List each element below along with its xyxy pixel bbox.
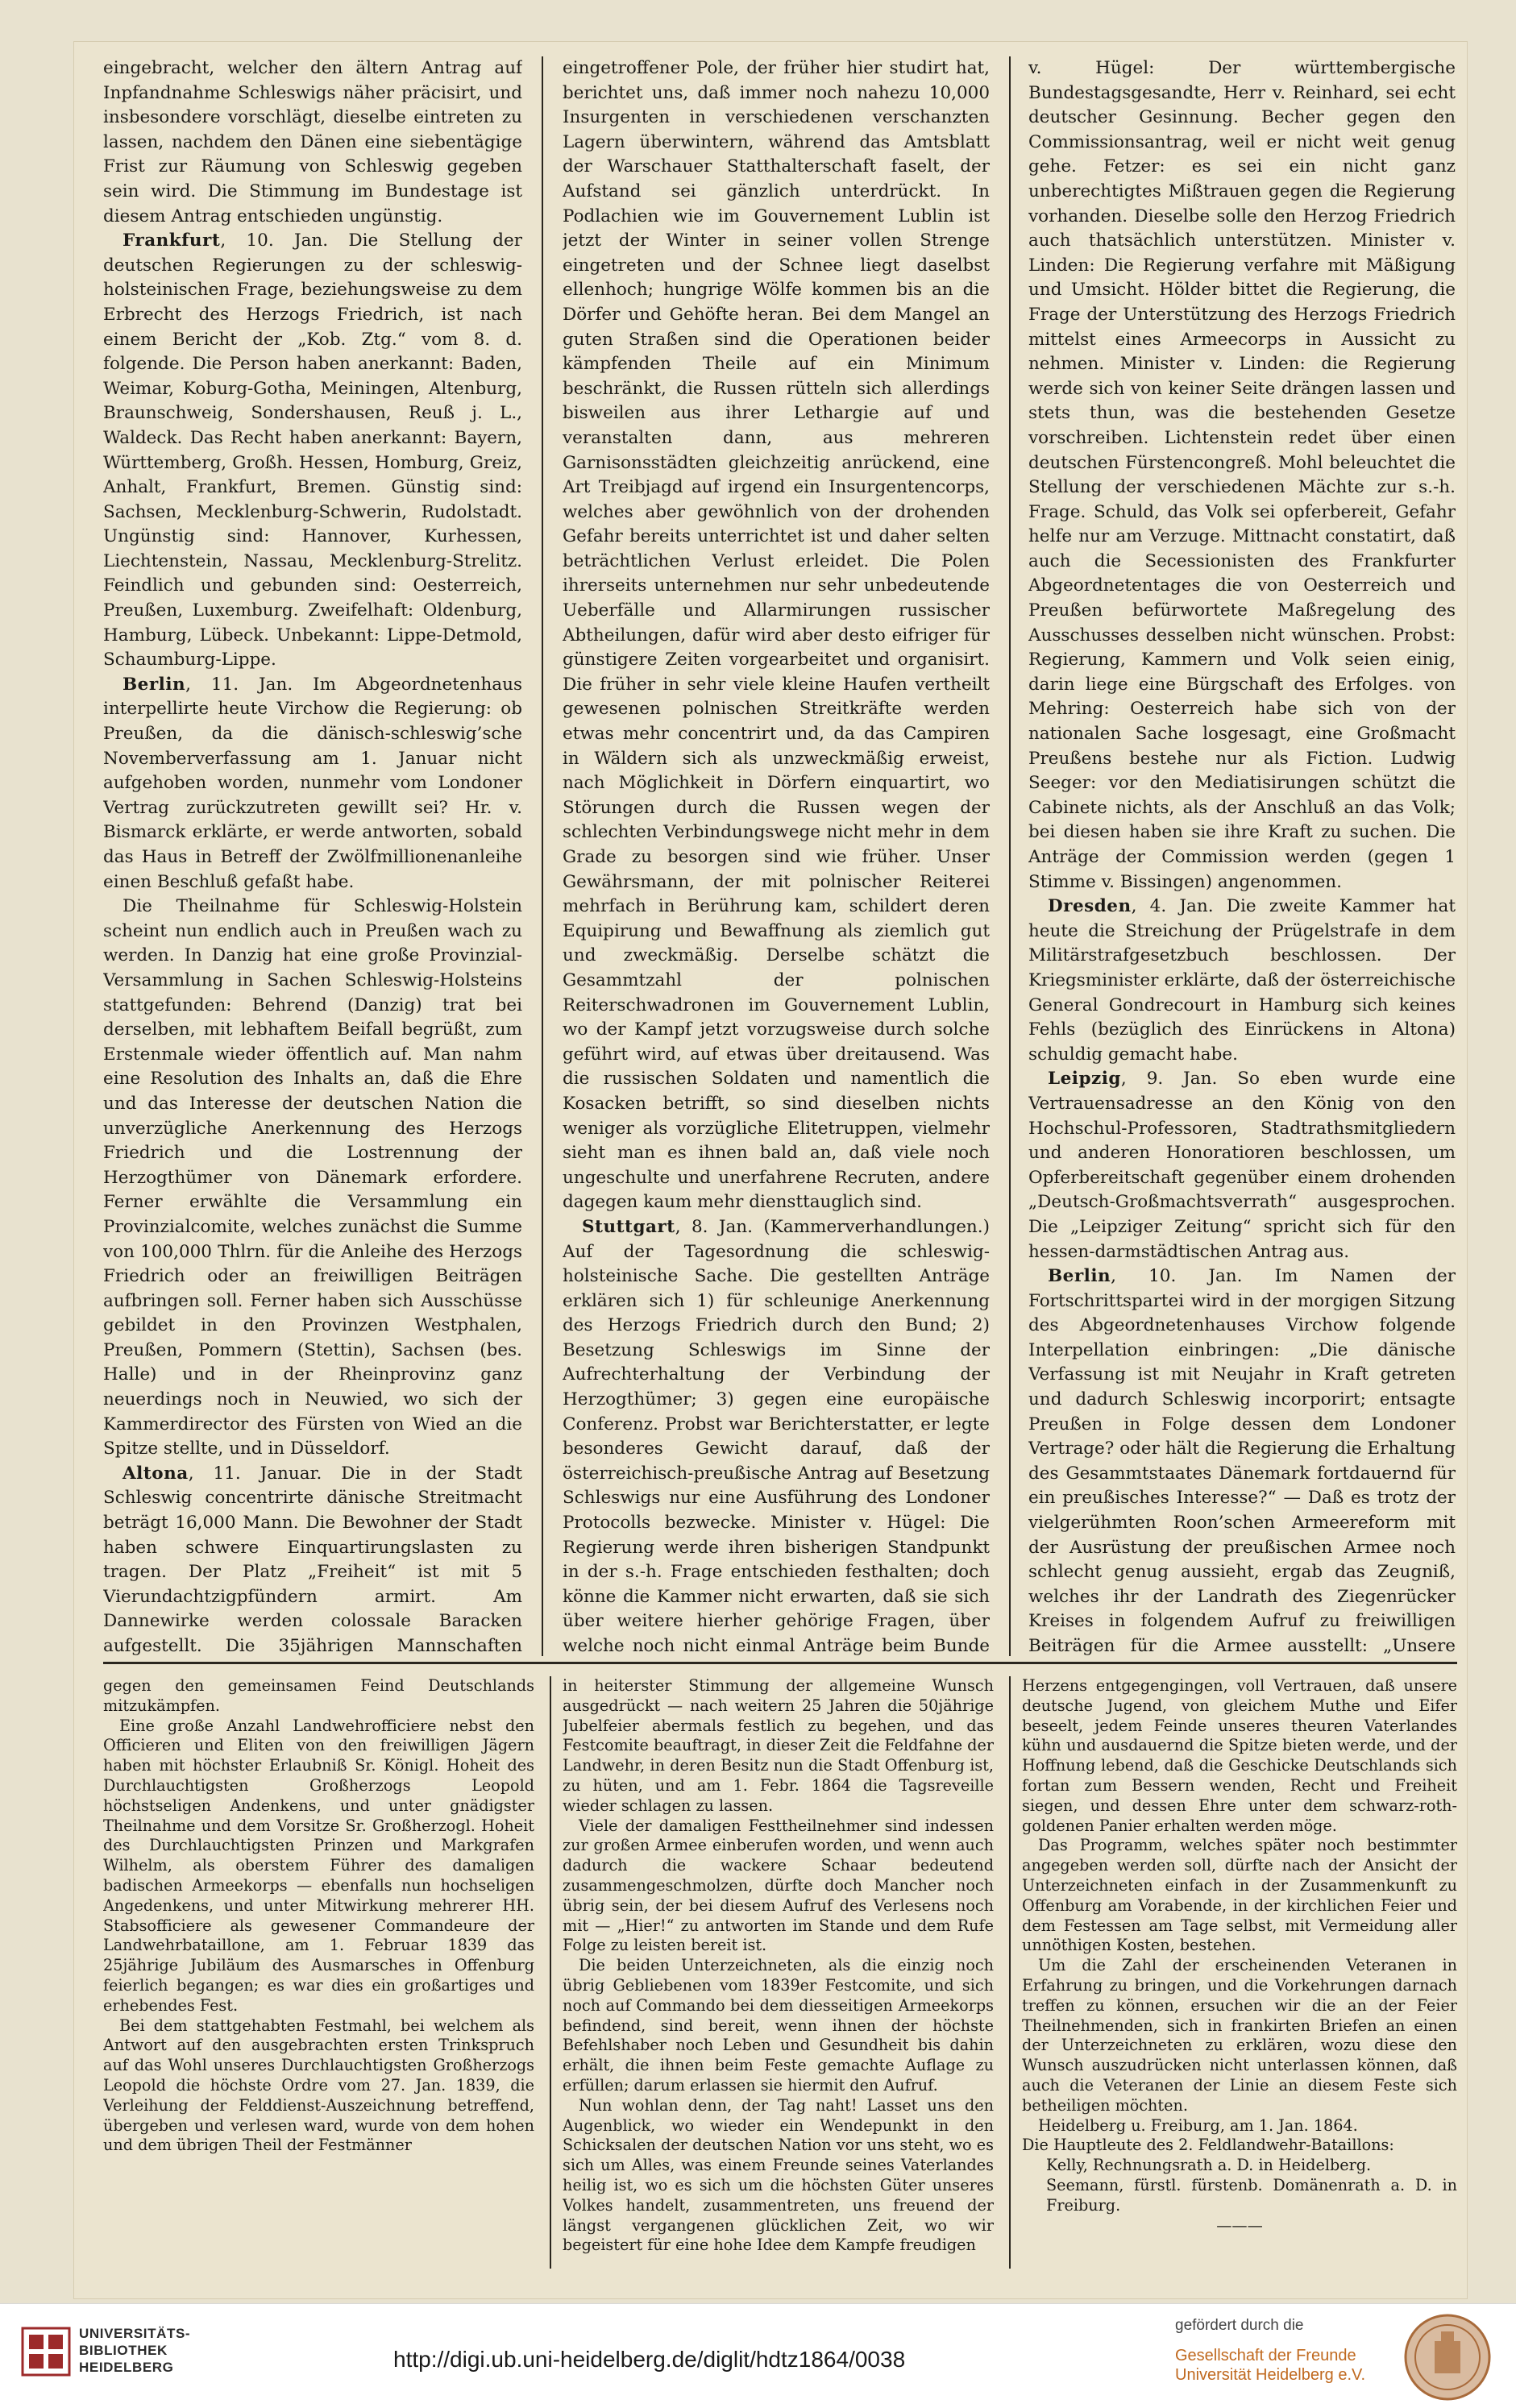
supplement-column-1 <box>103 1676 534 2269</box>
sponsor-name-line: Gesellschaft der Freunde <box>1175 2347 1356 2364</box>
paragraph-text: , 11. Jan. Im Abgeordnetenhaus interpellirte heute Virchow die Regierung: ob Preußen, da die dänisch-schleswig’sche Novemberverfassung am 1. Januar nicht aufgehoben worden, nunmehr vom Londoner Vertrag zurückzutreten gewillt sei? Hr. v. Bismarck erklärte, er werde antworten, sobald das Haus in Betreff der Zwölfmillionenanleihe einen Beschluß gefaßt habe. <box>103 674 522 892</box>
article-paragraph <box>1022 2116 1457 2136</box>
paragraph-text: Herzens entgegengingen, voll Vertrauen, daß unsere deutsche Jugend, von gleichem Muthe und Eifer beseelt, jedem Feinde unseres theuren Vaterlandes kühn und ausdauernd die Spitze bieten werde, und der Hoffnung lebend, daß die Geschicke Deutschlands sich fortan zum Bessern wenden, Recht und Freiheit siegen, und dessen Ehre unter dem schwarz-roth-goldenen Panier erhalten werden möge. <box>1022 1676 1457 1835</box>
dateline: Leipzig <box>1048 1069 1121 1090</box>
viewer-footer <box>0 2303 1516 2408</box>
dateline: Dresden <box>1048 896 1132 917</box>
column-rule <box>550 1676 551 2269</box>
article-paragraph <box>563 56 990 1215</box>
article-paragraph <box>563 2096 994 2256</box>
paragraph-text: Eine große Anzahl Landwehrofficiere nebst den Officieren und Eliten von den freiwilligen Jägern haben mit höchster Erlaubniß Sr. Königl. Hoheit des Durchlauchtigsten Großherzogs Leopold höchstseligen Andenkens, und unter gnädigster Theilnahme und dem Vorsitze Sr. Großherzogl. Hoheit des Durchlauchtigsten Prinzen und Markgrafen Wilhelm, als oberstem Führer des damaligen badischen Armeekorps — ebenfalls nun hochseligen Angedenkens, und unter Mitwirkung mehrerer HH. Stabsofficiere als gewesener Commandeure der Landwehrbataillone, am 1. Februar 1839 das 25jährige Jubiläum des Ausmarsches in Offenburg feierlich begangen; es war dies ein großartiges und erhebendes Fest. <box>103 1716 534 2015</box>
article-paragraph <box>1028 1067 1456 1264</box>
article-paragraph <box>563 1956 994 2096</box>
paragraph-text: gegen den gemeinsamen Feind Deutschlands mitzukämpfen. <box>103 1676 534 1715</box>
article-paragraph <box>103 229 522 673</box>
dateline: Stuttgart <box>582 1216 675 1237</box>
paragraph-text: eingetroffener Pole, der früher hier studirt hat, berichtet uns, daß immer noch nahezu 10,000 Insurgenten in verschiedenen verschanzten Lagern überwintern, während das Amtsblatt der Warschauer Statthalterschaft faselt, der Aufstand sei gänzlich unterdrückt. In Podlachien wie im Gouvernement Lublin ist jetzt der Winter in seiner vollen Strenge eingetreten und der Schnee liegt daselbst ellenhoch; hungrige Wölfe kommen bis an die Dörfer und Gehöfte heran. Bei dem Mangel an guten Straßen sind die Operationen beider kämpfenden Theile auf ein Minimum beschränkt, die Russen rütteln sich allerdings bisweilen aus ihrer Lethargie auf und veranstalten dann, aus mehreren Garnisonsstädten gleichzeitig anrückend, eine Art Treibjagd auf irgend ein Insurgentencorps, welches aber gewöhnlich von der drohenden Gefahr bereits unterrichtet ist und daher selten beträchtlichen Verlust erleidet. Die Polen ihrerseits unternehmen nur sehr unbedeutende Ueberfälle und Allarmirungen russischer Abtheilungen, dafür wird aber desto eifriger für günstigere Zeiten vorgearbeitet und organisirt. Die früher in sehr viele kleine Haufen vertheilt gewesenen polnischen Streitkräfte werden etwas mehr concentrirt und, da das Campiren in Wäldern sich als unzweckmäßig erweist, nach Möglichkeit in Dörfern einquartirt, wo Störungen durch die Russen wegen der schlechten Verbindungswege nicht mehr in dem Grade zu besorgen sind wie früher. Unser Gewährsmann, der mit polnischer Reiterei mehrfach in Berührung kam, schildert deren Equipirung und Bewaffnung als ziemlich gut und zweckmäßig. Derselbe schätzt die Gesammtzahl der polnischen Reiterschwadronen im Gouvernement Lublin, wo der Kampf jetzt vorzugsweise durch solche geführt wird, auf etwas über dreitausend. Was die russischen Soldaten und namentlich die Kosacken betrifft, so sind dieselben nichts weniger als vorzügliche Elitetruppen, vielmehr sieht man es ihnen bald an, daß viele noch ungeschulte und unerfahrene Recruten, andere dagegen kaum mehr diensttauglich sind. <box>563 58 990 1213</box>
article-paragraph <box>103 1676 534 1717</box>
column-rule <box>542 56 543 1656</box>
library-name-line: BIBLIOTHEK <box>79 2343 168 2358</box>
paragraph-text: Die Hauptleute des 2. Feldlandwehr-Bataillons: <box>1022 2136 1394 2155</box>
paragraph-text: Bei dem stattgehabten Festmahl, bei welchem als Antwort auf den ausgebrachten ersten Trinkspruch auf das Wohl unseres Durchlauchtigsten Großherzogs Leopold die höchste Ordre vom 27. Jan. 1839, die Verleihung der Felddienst-Auszeichnung betreffend, übergeben und verlesen ward, wurde von dem hohen und dem übrigen Theil der Festmänner <box>103 2016 534 2155</box>
library-name-line: HEIDELBERG <box>79 2360 174 2375</box>
paragraph-text: v. Hügel: Der württembergische Bundestagsgesandte, Herr v. Reinhard, sei echt deutscher Gesinnung. Becher gegen den Commissionsantrag, weil er nicht weit genug gehe. Fetzer: es sei ein nicht ganz unberechtigtes Mißtrauen gegen die Regierung vorhanden. Dieselbe solle den Herzog Friedrich auch thatsächlich unterstützen. Minister v. Linden: Die Regierung verfahre mit Mäßigung und Umsicht. Hölder bittet die Regierung, die Frage der Unterstützung des Herzogs Friedrich mittelst eines Armeecorps in Aussicht zu nehmen. Minister v. Linden: die Regierung werde sich von keiner Seite drängen lassen und stets thun, was die bestehenden Gesetze vorschreiben. Lichtenstein redet über einen deutschen Fürstencongreß. Mohl beleuchtet die Stellung der verschiedenen Mächte zur s.-h. Frage. Schuld, das Volk sei opferbereit, Gefahr helfe nur am Verzuge. Mittnacht constatirt, daß auch die Secessionisten des Frankfurter Abgeordnetentages die von Oesterreich und Preußen befürwortete Maßregelung des Ausschusses desselben nicht wünschen. Probst: Regierung, Kammern und Volk seien einig, darin liege eine Bürgschaft des Erfolges. von Mehring: Oesterreich habe sich von der nationalen Sache losgesagt, eine Großmacht Preußens bestehe nur als Fiction. Ludwig Seeger: vor den Mediatisirungen schützt die Cabinete nichts, als der Anschluß an das Volk; bei diesen haben sie ihre Kraft zu suchen. Die Anträge der Commission werden (gegen 1 Stimme v. Bissingen) angenommen. <box>1028 58 1456 892</box>
university-seal-icon <box>1402 2312 1493 2402</box>
paragraph-text: Die Theilnahme für Schleswig-Holstein scheint nun endlich auch in Preußen wach zu werden. In Danzig hat eine große Provinzial-Versammlung in Sachen Schleswig-Holsteins stattgefunden: Behrend (Danzig) trat bei derselben, mit lebhaftem Beifall begrüßt, zum Erstenmale wieder öffentlich auf. Man nahm eine Resolution des Inhalts an, daß die Ehre und das Interesse der deutschen Nation die unverzügliche Anerkennung des Herzogs Friedrich und die Lostrennung der Herzogthümer von Dänemark erfordere. Ferner erwählte die Versammlung ein Provinzialcomite, welches zunächst die Summe von 100,000 Thlrn. für die Anleihe des Herzogs Friedrich oder an freiwilligen Beiträgen aufbringen soll. Ferner haben sich Ausschüsse gebildet in den Provinzen Westphalen, Preußen, Pommern (Stettin), Sachsen (bes. Halle) und in der Rheinprovinz ganz neuerdings noch in Neuwied, wo sich der Kammerdirector des Fürsten von Wied an die Spitze stellte, und in Düsseldorf. <box>103 896 522 1459</box>
signature-line: Seemann, fürstl. fürstenb. Domänenrath a. D. in Freiburg. <box>1046 2175 1457 2215</box>
paragraph-text: , 10. Jan. Die Stellung der deutschen Regierungen zu der schleswig-holsteinischen Frage, beziehungsweise zu dem Erbrecht des Herzogs Friedrich, ist nach einem Bericht der „Kob. Ztg.“ vom 8. d. folgende. Die Person haben anerkannt: Baden, Weimar, Koburg-Gotha, Meiningen, Altenburg, Braunschweig, Sondershausen, Reuß j. L., Waldeck. Das Recht haben anerkannt: Bayern, Württemberg, Großh. Hessen, Homburg, Greiz, Anhalt, Frankfurt, Bremen. Günstig sind: Sachsen, Mecklenburg-Schwerin, Rudolstadt. Ungünstig sind: Hannover, Kurhessen, Liechtenstein, Nassau, Mecklenburg-Strelitz. Feindlich und gebunden sind: Oesterreich, Preußen, Luxemburg. Zweifelhaft: Oldenburg, Hamburg, Lübeck. Unbekannt: Lippe-Detmold, Schaumburg-Lippe. <box>103 230 522 671</box>
paragraph-text: Um die Zahl der erscheinenden Veteranen in Erfahrung zu bringen, und die Vorkehrungen darnach treffen zu können, ersuchen wir die an der Feier Theilnehmenden, sich in frankirten Briefen an einen der Unterzeichneten zu erklären, wozu diese den Wunsch auszudrücken nicht unterlassen können, daß auch die Veteranen der Linie an diesem Feste sich betheiligen möchten. <box>1022 1956 1457 2115</box>
supplement-rule <box>103 1662 1457 1664</box>
sponsor-name-line: Universität Heidelberg e.V. <box>1175 2366 1366 2384</box>
column-1 <box>103 56 522 1656</box>
article-paragraph <box>1028 1264 1456 1656</box>
article-paragraph <box>1028 895 1456 1067</box>
dateline: Berlin <box>1048 1266 1111 1287</box>
article-paragraph <box>563 1215 990 1656</box>
article-paragraph <box>103 673 522 895</box>
paragraph-text: Viele der damaligen Festtheilnehmer sind indessen zur großen Armee einberufen worden, und wenn auch dadurch die wackere Schaar bedeutend zusammengeschmolzen, dürfte doch Mancher noch übrig sein, der bei diesem Aufruf des Verlesens noch mit — „Hier!“ zu antworten im Stande und dem Rufe Folge zu leisten bereit ist. <box>563 1816 994 1955</box>
sponsor-intro: gefördert durch die <box>1175 2317 1304 2334</box>
separator-dash: ——— <box>1216 2215 1263 2235</box>
article-paragraph <box>103 56 522 229</box>
supplement-column-3 <box>1022 1676 1457 2269</box>
article-paragraph <box>103 895 522 1462</box>
paragraph-text: , 10. Jan. Im Namen der Fortschrittspartei wird in der morgigen Sitzung des Abgeordnetenhauses Virchow folgende Interpellation einbringen: „Die dänische Verfassung ist mit Neujahr in Kraft getreten und dadurch Schleswig incorporirt; entsagte Preußen in Folge dessen dem Londoner Vertrage? oder hält die Regierung die Erhaltung des Gesammtstaates Dänemark fortdauernd für ein preußisches Interesse?“ — Daß es trotz der vielgerühmten Roon’schen Armeereform mit der Ausrüstung der preußischen Armee noch schlecht genug aussieht, ergab das Zeugniß, welches ihr der Landrath des Ziegenrücker Kreises in folgendem Aufruf zu freiwilligen Beiträgen für die Armee ausstellt: „Unsere <box>1028 1266 1456 1656</box>
main-article-columns <box>103 56 1457 1656</box>
library-name-line: UNIVERSITÄTS- <box>79 2326 191 2341</box>
paragraph-text: , 11. Januar. Die in der Stadt Schleswig concentrirte dänische Streitmacht beträgt 16,000 Mann. Die Bewohner der Stadt haben schwere Einquartirungslasten zu tragen. Der Platz „Freiheit“ ist mit 5 Vierundachtzigpfündern armirt. Am Dannewirke werden colossale Baracken aufgestellt. Die 35jährigen Mannschaften <box>103 1463 522 1656</box>
paragraph-text: Nun wohlan denn, der Tag naht! Lasset uns den Augenblick, wo wieder ein Wendepunkt in den Schicksalen der deutschen Nation vor uns steht, wo es sich um Alles, was einem Freunde seines Vaterlandes heilig ist, wo es sich um die höchsten Güter unseres Volkes handelt, zusammentreten, uns freuend der längst vergangenen glücklichen Zeit, wo wir begeistert für eine hohe Idee dem Kampfe freudigen <box>563 2095 994 2255</box>
column-3 <box>1028 56 1456 1656</box>
paragraph-text: Heidelberg u. Freiburg, am 1. Jan. 1864. <box>1038 2115 1358 2135</box>
paragraph-text: , 4. Jan. Die zweite Kammer hat heute die Streichung der Prügelstrafe in dem Militärstrafgesetzbuch beschlossen. Der Kriegsminister erklärte, daß der österreichische General Gondrecourt in Hamburg sich keines Fehls (bezüglich des Einrückens in Altona) schuldig gemacht habe. <box>1028 896 1456 1065</box>
dateline: Frankfurt <box>123 230 221 251</box>
paragraph-text: eingebracht, welcher den ältern Antrag auf Inpfandnahme Schleswigs näher präcisirt, und insbesondere vorschlägt, dieselbe eintreten zu lassen, nachdem den Dänen eine siebentägige Frist zur Räumung von Schleswig gegeben sein wird. Die Stimmung im Bundestage ist diesem Antrag entschieden ungünstig. <box>103 58 522 226</box>
paragraph-text: , 9. Jan. So eben wurde eine Vertrauensadresse an den König von den Hochschul-Professoren, Stadtrathsmitgliedern und anderen Honoratioren beschlossen, um Opferbereitschaft gegenüber einem drohenden „Deutsch-Großmachtsverrath“ ausgesprochen. Die „Leipziger Zeitung“ spricht sich für den hessen-darmstädtischen Antrag aus. <box>1028 1069 1456 1262</box>
article-paragraph <box>103 2016 534 2157</box>
supplement-column-2 <box>563 1676 994 2269</box>
column-rule <box>1009 56 1011 1656</box>
dateline: Berlin <box>123 674 186 695</box>
library-name <box>79 2325 190 2376</box>
article-paragraph <box>1028 56 1456 895</box>
dateline: Altona <box>123 1463 189 1484</box>
ub-logo-icon <box>21 2327 71 2377</box>
paragraph-text: in heiterster Stimmung der allgemeine Wunsch ausgedrückt — nach weitern 25 Jahren die 50jährige Jubelfeier abermals festlich zu begehen, und das Festcomite beauftragt, in dieser Zeit die Feldfahne der Landwehr, in deren Besitz nun die Stadt Offenburg ist, zu hüten, und am 1. Febr. 1864 die Tagsreveille wieder schlagen zu lassen. <box>563 1676 994 1815</box>
article-paragraph <box>563 1816 994 1957</box>
signature-line: Kelly, Rechnungsrath a. D. in Heidelberg. <box>1046 2156 1372 2175</box>
article-paragraph <box>1022 1956 1457 2115</box>
column-rule <box>1009 1676 1011 2269</box>
paragraph-text: , 8. Jan. (Kammerverhandlungen.) Auf der Tagesordnung die schleswig-holsteinische Sache. Die gestellten Anträge erklären sich 1) für schleunige Anerkennung des Herzogs Friedrich durch den Bund; 2) Besetzung Schleswigs im Sinne der Aufrechterhaltung der Verbindung der Herzogthümer; 3) gegen eine europäische Conferenz. Probst war Berichterstatter, er legte besonderes Gewicht darauf, daß der österreichisch-preußische Antrag auf Besetzung Schleswigs nur eine Ausführung des Londoner Protocolls bezwecke. Minister v. Hügel: Die Regierung werde ihren bisherigen Standpunkt in der s.-h. Frage entschieden festhalten; doch könne die Kammer nicht erwarten, daß sie sich über weitere hierher gehörige Fragen, über welche noch nicht einmal Anträge beim Bunde <box>563 1216 990 1656</box>
article-paragraph <box>103 1717 534 2016</box>
permalink-url[interactable]: http://digi.ub.uni-heidelberg.de/diglit/hdtz1864/0038 <box>393 2347 906 2372</box>
article-paragraph <box>1022 2136 1457 2156</box>
supplement-columns <box>103 1676 1457 2269</box>
paragraph-text: Die beiden Unterzeichneten, als die einzig noch übrig Gebliebenen vom 1839er Festcomite, und sich noch auf Commando bei dem diesseitigen Armeekorps befindend, sind bereit, wenn ihnen der höchste Befehlshaber noch Leben und Gesundheit bis dahin erhält, die ihnen beim Feste gemachte Auflage zu erfüllen; darum erlassen sie hiermit den Aufruf. <box>563 1956 994 2095</box>
sponsor-name <box>1175 2346 1365 2385</box>
article-paragraph <box>1022 1676 1457 1836</box>
article-paragraph <box>103 1462 522 1656</box>
article-paragraph <box>1022 1836 1457 1956</box>
column-2 <box>563 56 990 1656</box>
paragraph-text: Das Programm, welches später noch bestimmter angegeben werden soll, dürfte nach der Ansicht der Unterzeichneten einfach in der Zusammenkunft zu Offenburg am Vorabende, in der kirchlichen Feier und dem Festessen am Tage selbst, mit Vermeidung aller unnöthigen Kosten, bestehen. <box>1022 1836 1457 1955</box>
article-paragraph <box>563 1676 994 1816</box>
